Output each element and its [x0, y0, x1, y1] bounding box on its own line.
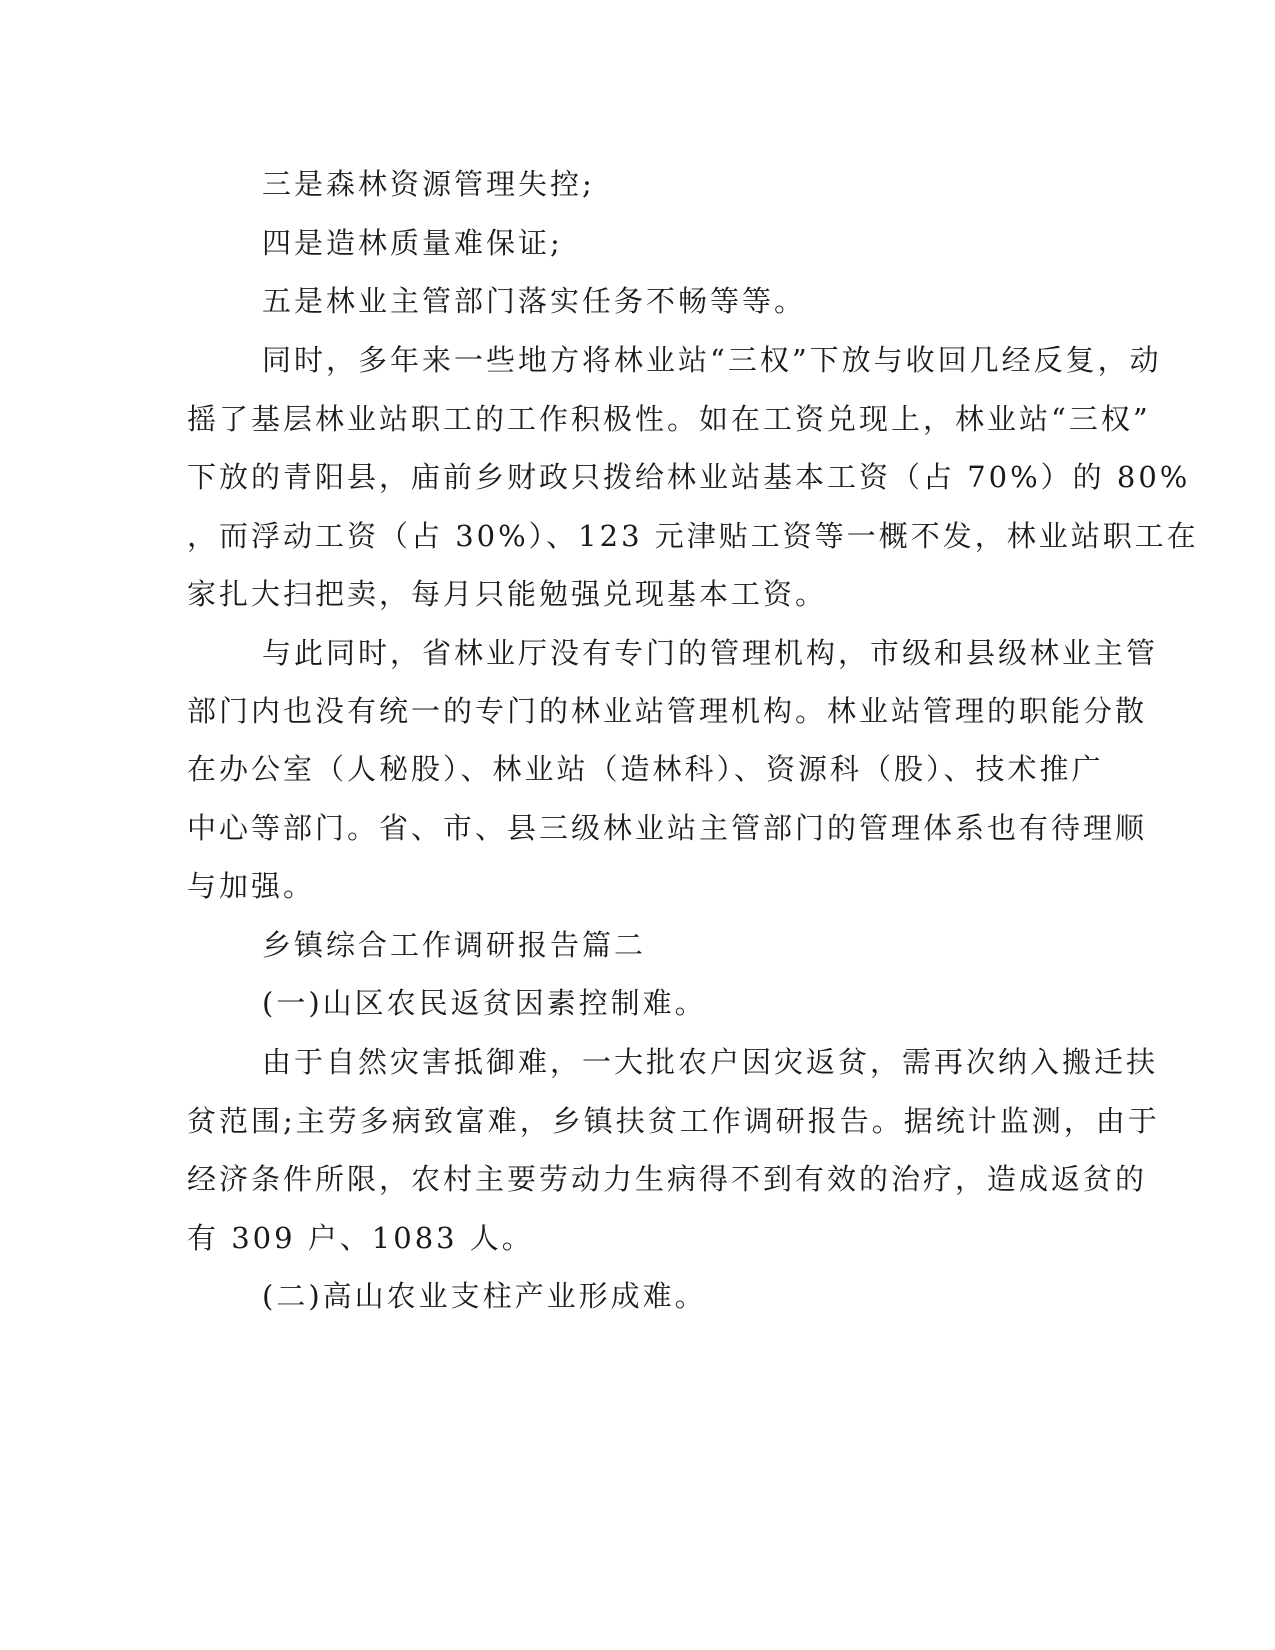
paragraph-line: 与加强。	[187, 869, 316, 903]
section-heading: 乡镇综合工作调研报告篇二	[262, 928, 647, 962]
paragraph-line: 贫范围;主劳多病致富难，乡镇扶贫工作调研报告。据统计监测，由于	[187, 1104, 1160, 1138]
paragraph-line: 同时，多年来一些地方将林业站“三权”下放与收回几经反复，动	[262, 343, 1162, 377]
paragraph-line: ，而浮动工资（占 30%）、123 元津贴工资等一概不发，林业站职工在	[187, 519, 1199, 553]
paragraph-line: 部门内也没有统一的专门的林业站管理机构。林业站管理的职能分散	[187, 694, 1148, 728]
paragraph-line: 家扎大扫把卖，每月只能勉强兑现基本工资。	[187, 577, 828, 611]
paragraph-line: 由于自然灾害抵御难，一大批农户因灾返贫，需再次纳入搬迁扶	[262, 1045, 1159, 1079]
subsection-heading: (二)高山农业支柱产业形成难。	[262, 1279, 707, 1313]
paragraph-line: 下放的青阳县，庙前乡财政只拨给林业站基本工资（占 70%）的 80%	[187, 460, 1191, 494]
paragraph-line: 五是林业主管部门落实任务不畅等等。	[262, 284, 807, 318]
paragraph-line: 有 309 户、1083 人。	[187, 1221, 534, 1255]
subsection-heading: (一)山区农民返贫因素控制难。	[262, 986, 707, 1020]
paragraph-line: 三是森林资源管理失控;	[262, 167, 595, 201]
paragraph-line: 中心等部门。省、市、县三级林业站主管部门的管理体系也有待理顺	[187, 811, 1148, 845]
paragraph-line: 在办公室（人秘股）、林业站（造林科）、资源科（股）、技术推广	[187, 752, 1104, 786]
paragraph-line: 四是造林质量难保证;	[262, 226, 563, 260]
paragraph-line: 与此同时，省林业厅没有专门的管理机构，市级和县级林业主管	[262, 636, 1159, 670]
paragraph-line: 摇了基层林业站职工的工作积极性。如在工资兑现上，林业站“三权”	[187, 402, 1151, 436]
paragraph-line: 经济条件所限，农村主要劳动力生病得不到有效的治疗，造成返贫的	[187, 1162, 1148, 1196]
